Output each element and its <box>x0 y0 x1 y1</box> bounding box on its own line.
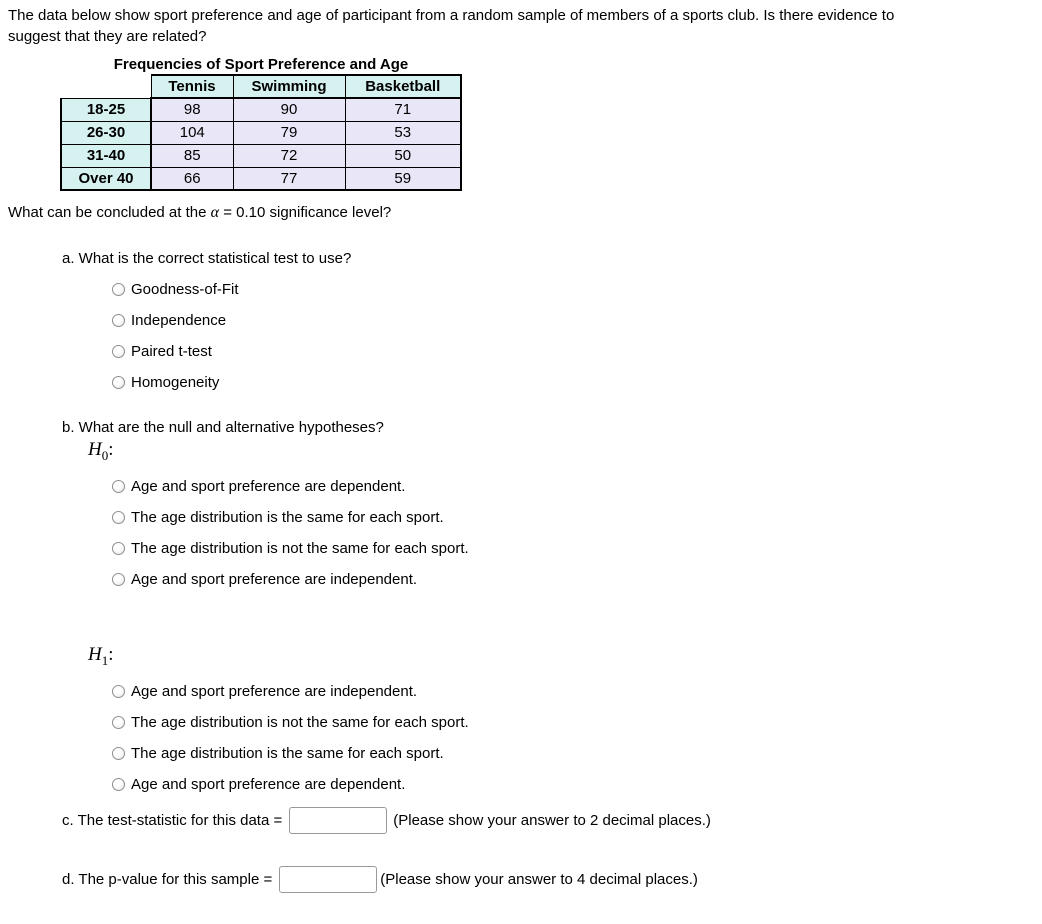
table-cell: 59 <box>345 167 461 190</box>
part-a-option-row <box>112 281 1034 298</box>
column-header-basketball: Basketball <box>345 75 461 98</box>
table-cell: 50 <box>345 144 461 167</box>
option-label: Independence <box>131 312 227 329</box>
h1-option-2-radio[interactable] <box>112 747 125 760</box>
h0-option-row <box>112 509 1034 526</box>
h1-option-row <box>112 745 1034 762</box>
part-a-option-1-radio[interactable] <box>112 314 125 327</box>
test-statistic-input[interactable] <box>289 807 387 834</box>
part-a-option-row <box>112 312 1034 329</box>
table-corner-cell <box>61 75 151 98</box>
p-value-input[interactable] <box>279 866 377 893</box>
table-row <box>61 121 461 144</box>
h1-option-row <box>112 776 1034 793</box>
table-cell: 79 <box>233 121 345 144</box>
table-header-row <box>61 75 461 98</box>
part-a-option-0-radio[interactable] <box>112 283 125 296</box>
part-a-option-row <box>112 343 1034 360</box>
null-hypothesis-label: $H_0$: <box>88 439 114 463</box>
alpha-symbol: α <box>210 204 220 221</box>
option-label: Goodness-of-Fit <box>131 281 239 298</box>
h0-option-2-radio[interactable] <box>112 542 125 555</box>
h0-option-3-radio[interactable] <box>112 573 125 586</box>
conclusion-pre: What can be concluded at the <box>8 204 211 221</box>
table-cell: 104 <box>151 121 233 144</box>
h0-option-0-radio[interactable] <box>112 480 125 493</box>
column-header-swimming: Swimming <box>233 75 345 98</box>
table-cell: 90 <box>233 98 345 121</box>
frequency-table-block <box>60 56 462 191</box>
table-cell: 66 <box>151 167 233 190</box>
h1-option-0-radio[interactable] <box>112 685 125 698</box>
part-d-row <box>62 866 1034 893</box>
table-cell: 85 <box>151 144 233 167</box>
column-header-tennis: Tennis <box>151 75 233 98</box>
option-label: The age distribution is not the same for each sport. <box>131 539 469 557</box>
option-label: The age distribution is the same for each sport. <box>131 508 444 526</box>
option-label: Homogeneity <box>131 374 220 391</box>
part-c-row <box>62 807 1034 834</box>
row-label-26-30: 26-30 <box>61 121 151 144</box>
conclusion-post: = 0.10 significance level? <box>219 204 392 221</box>
alternative-hypothesis-label: $H_1$: <box>88 643 114 668</box>
h1-option-row <box>112 714 1034 731</box>
row-label-31-40: 31-40 <box>61 144 151 167</box>
option-label: The age distribution is the same for each sport. <box>131 744 444 762</box>
part-a-option-3-radio[interactable] <box>112 376 125 389</box>
conclusion-question <box>8 204 1034 222</box>
part-d-note: (Please show your answer to 4 decimal places.) <box>380 870 698 888</box>
table-cell: 77 <box>233 167 345 190</box>
frequency-table <box>60 74 462 191</box>
option-label: Age and sport preference are independent. <box>131 570 418 588</box>
table-cell: 98 <box>151 98 233 121</box>
part-a-option-2-radio[interactable] <box>112 345 125 358</box>
part-c-note: (Please show your answer to 2 decimal places.) <box>393 811 711 829</box>
h1-option-3-radio[interactable] <box>112 778 125 791</box>
table-cell: 53 <box>345 121 461 144</box>
row-label-over-40: Over 40 <box>61 167 151 190</box>
table-cell: 71 <box>345 98 461 121</box>
h0-option-row <box>112 478 1034 495</box>
table-row <box>61 98 461 121</box>
h1-option-row <box>112 683 1034 700</box>
part-d-label: d. The p-value for this sample = <box>62 870 273 888</box>
option-label: Age and sport preference are independent. <box>131 682 418 700</box>
option-label: Paired t-test <box>131 343 212 360</box>
part-c-label: c. The test-statistic for this data = <box>62 811 283 829</box>
question-page <box>8 5 1034 893</box>
table-cell: 72 <box>233 144 345 167</box>
h0-option-row <box>112 540 1034 557</box>
option-label: The age distribution is not the same for each sport. <box>131 713 469 731</box>
option-label: Age and sport preference are dependent. <box>131 477 406 495</box>
h1-option-1-radio[interactable] <box>112 716 125 729</box>
option-label: Age and sport preference are dependent. <box>131 775 406 793</box>
h0-option-row <box>112 571 1034 588</box>
table-row <box>61 167 461 190</box>
part-a-option-row <box>112 374 1034 391</box>
table-row <box>61 144 461 167</box>
table-title: Frequencies of Sport Preference and Age <box>113 56 409 73</box>
part-b-question: b. What are the null and alternative hypotheses? <box>62 419 384 436</box>
part-a-question: a. What is the correct statistical test to use? <box>62 250 352 267</box>
row-label-18-25: 18-25 <box>61 98 151 121</box>
h0-option-1-radio[interactable] <box>112 511 125 524</box>
question-intro: The data below show sport preference and age of participant from a random sample of members of a sports club. Is there evidence to suggest that they are related? <box>8 7 895 45</box>
